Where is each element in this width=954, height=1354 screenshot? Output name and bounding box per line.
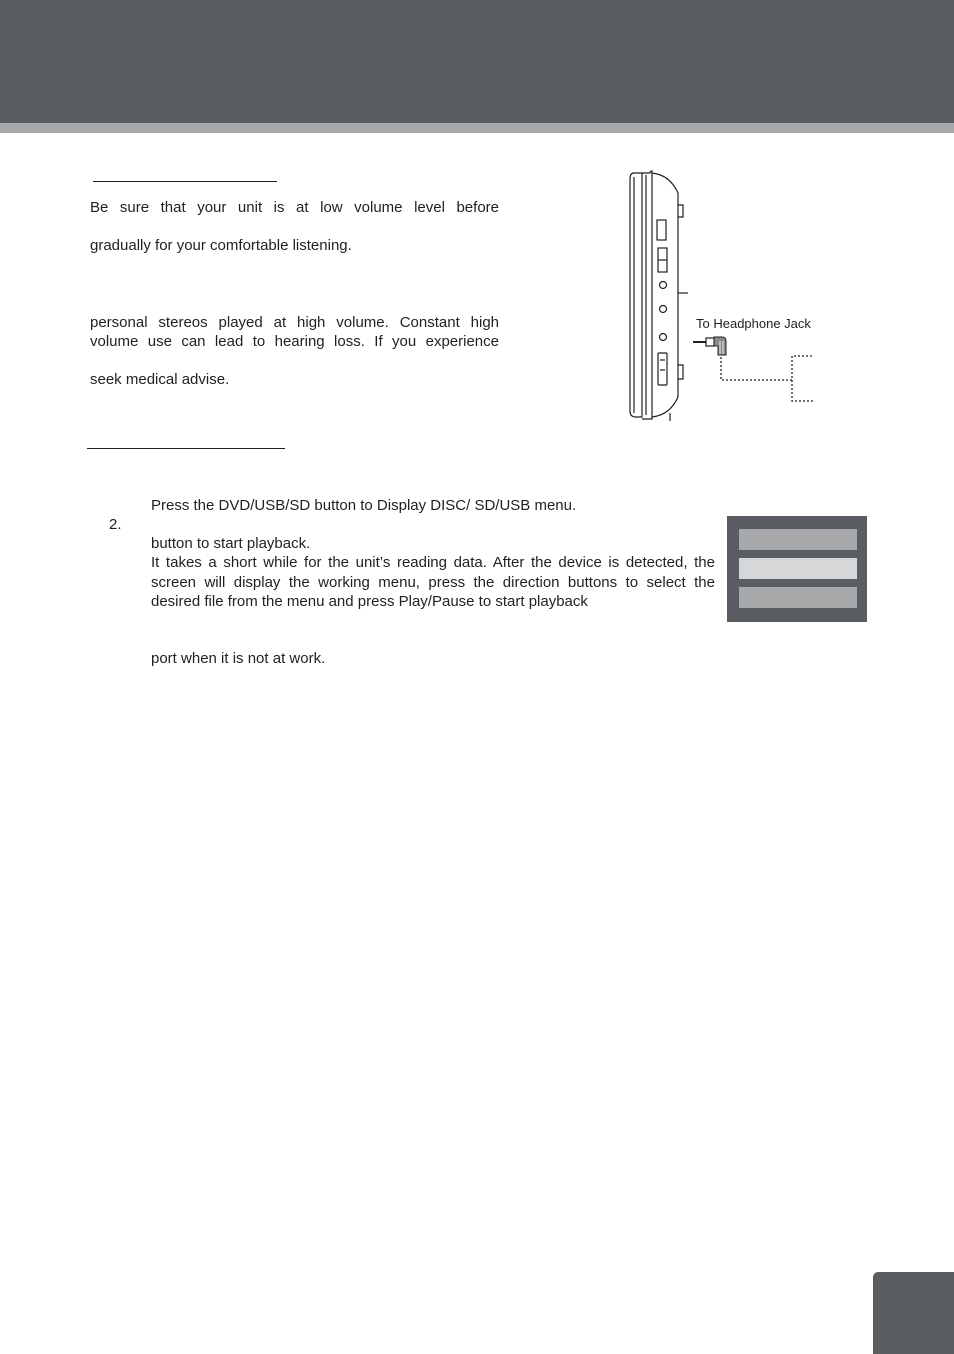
headphone-jack-label: To Headphone Jack — [696, 316, 811, 331]
headphones-para2-line1: personal stereos played at high volume. Constant high — [90, 314, 499, 331]
headphones-para2-line2: volume use can lead to hearing loss. If you experience — [90, 333, 499, 350]
usb-step2-number: 2. — [109, 516, 122, 533]
usb-step3-line1: It takes a short while for the unit’s reading data. After the device is detected, the — [151, 554, 715, 571]
menu-item-selected — [739, 558, 857, 579]
device-side-view-illustration — [620, 165, 830, 425]
headphones-para1-line1: Be sure that your unit is at low volume level before — [90, 199, 499, 216]
usb-step4-text: port when it is not at work. — [151, 650, 326, 667]
usb-step1-text: Press the DVD/USB/SD button to Display DISC/ SD/USB menu. — [151, 497, 577, 514]
menu-item — [739, 587, 857, 608]
page-corner-tab — [873, 1272, 954, 1354]
usb-step3-line2: screen will display the working menu, press the direction buttons to select the — [151, 574, 715, 591]
section-heading-underline — [93, 181, 277, 182]
menu-item — [739, 529, 857, 550]
headphones-para1-line2: gradually for your comfortable listening. — [90, 237, 352, 254]
header-band — [0, 0, 954, 123]
usb-step2-text: button to start playback. — [151, 535, 311, 552]
headphones-para2-line3: seek medical advise. — [90, 371, 230, 388]
source-menu-illustration — [727, 516, 867, 622]
section-heading-underline-2 — [87, 448, 285, 449]
usb-step3-line3: desired file from the menu and press Play/Pause to start playback — [151, 593, 588, 610]
header-stripe — [0, 123, 954, 133]
